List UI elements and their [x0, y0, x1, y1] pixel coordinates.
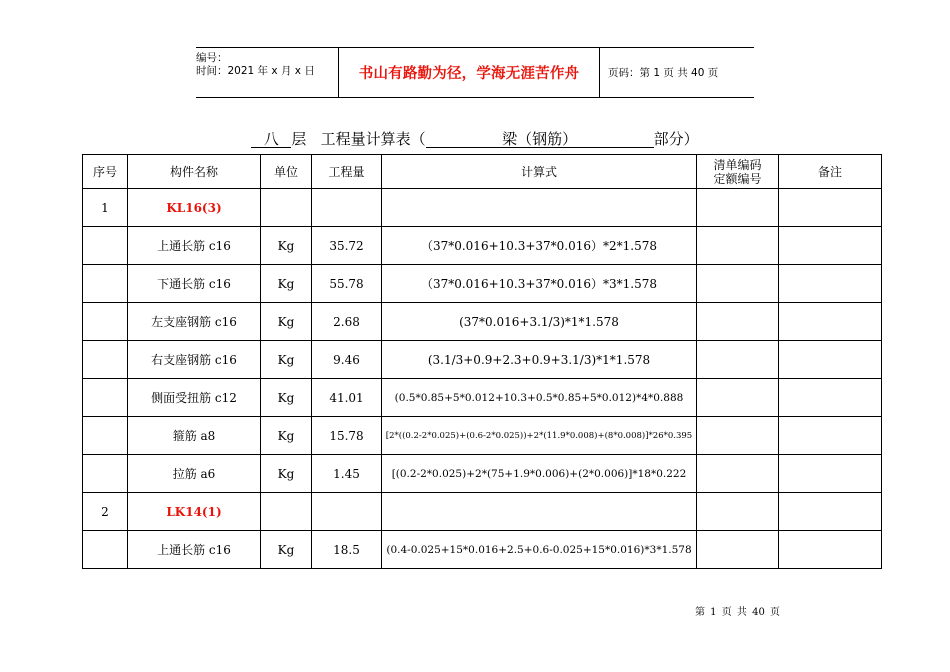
cell-remark — [779, 417, 882, 455]
title-category: 梁（钢筋） — [426, 132, 654, 148]
cell-qty: 9.46 — [312, 341, 382, 379]
header-code-line1: 清单编码 — [713, 157, 762, 172]
cell-remark — [779, 227, 882, 265]
cell-qty: 55.78 — [312, 265, 382, 303]
cell-seq — [83, 227, 128, 265]
floor-suffix: 层 — [291, 130, 307, 148]
cell-name: 下通长筋 c16 — [128, 265, 261, 303]
cell-qty: 2.68 — [312, 303, 382, 341]
cell-name: 左支座钢筋 c16 — [128, 303, 261, 341]
cell-formula: (3.1/3+0.9+2.3+0.9+3.1/3)*1*1.578 — [382, 341, 697, 379]
cell-seq: 2 — [83, 493, 128, 531]
number-label: 编号： — [196, 52, 228, 64]
cell-remark — [779, 341, 882, 379]
cell-qty — [312, 493, 382, 531]
cell-name: 拉筋 a6 — [128, 455, 261, 493]
cell-unit: Kg — [261, 417, 312, 455]
cell-formula: [(0.2-2*0.025)+2*(75+1.9*0.006)+(2*0.006)]*18*0.222 — [382, 455, 697, 493]
cell-remark — [779, 265, 882, 303]
cell-seq — [83, 303, 128, 341]
cell-unit: Kg — [261, 341, 312, 379]
cell-unit: Kg — [261, 379, 312, 417]
cell-formula: [2*((0.2-2*0.025)+(0.6-2*0.025))+2*(11.9*0.008)+(8*0.008)]*26*0.395 — [382, 417, 697, 455]
header-name: 构件名称 — [128, 155, 261, 189]
cell-qty: 15.78 — [312, 417, 382, 455]
table-row — [83, 189, 882, 227]
cell-unit: Kg — [261, 531, 312, 569]
cell-formula: (0.5*0.85+5*0.012+10.3+0.5*0.85+5*0.012)*4*0.888 — [382, 379, 697, 417]
cell-seq — [83, 417, 128, 455]
cell-name: LK14(1) — [128, 493, 261, 531]
table-row — [83, 227, 882, 265]
title-main: 工程量计算表（ — [320, 130, 426, 148]
cell-formula: (37*0.016+3.1/3)*1*1.578 — [382, 303, 697, 341]
cell-code — [697, 531, 779, 569]
table-row — [83, 417, 882, 455]
quantity-table — [82, 154, 882, 569]
cell-name: 右支座钢筋 c16 — [128, 341, 261, 379]
cell-qty: 18.5 — [312, 531, 382, 569]
table-row — [83, 379, 882, 417]
cell-seq: 1 — [83, 189, 128, 227]
document-header — [196, 47, 754, 98]
cell-unit — [261, 189, 312, 227]
cell-remark — [779, 189, 882, 227]
page-footer: 第 1 页 共 40 页 — [695, 607, 780, 618]
table-row — [83, 455, 882, 493]
cell-qty: 35.72 — [312, 227, 382, 265]
cell-formula: （37*0.016+10.3+37*0.016）*2*1.578 — [382, 227, 697, 265]
cell-formula: （37*0.016+10.3+37*0.016）*3*1.578 — [382, 265, 697, 303]
cell-remark — [779, 531, 882, 569]
cell-name: 箍筋 a8 — [128, 417, 261, 455]
cell-seq — [83, 341, 128, 379]
table-row — [83, 493, 882, 531]
table-row — [83, 531, 882, 569]
cell-formula: (0.4-0.025+15*0.016+2.5+0.6-0.025+15*0.016)*3*1.578 — [382, 531, 697, 569]
table-row — [83, 303, 882, 341]
cell-code — [697, 341, 779, 379]
cell-code — [697, 303, 779, 341]
cell-code — [697, 379, 779, 417]
cell-name: 上通长筋 c16 — [128, 227, 261, 265]
cell-remark — [779, 493, 882, 531]
cell-seq — [83, 531, 128, 569]
cell-formula — [382, 493, 697, 531]
table-row — [83, 265, 882, 303]
cell-name: 侧面受扭筋 c12 — [128, 379, 261, 417]
cell-code — [697, 227, 779, 265]
cell-unit: Kg — [261, 455, 312, 493]
header-meta — [196, 48, 338, 97]
cell-remark — [779, 303, 882, 341]
header-remark: 备注 — [779, 155, 882, 189]
cell-name: 上通长筋 c16 — [128, 531, 261, 569]
motto: 书山有路勤为径，学海无涯苦作舟 — [338, 48, 600, 97]
cell-unit — [261, 493, 312, 531]
cell-qty: 41.01 — [312, 379, 382, 417]
header-qty: 工程量 — [312, 155, 382, 189]
header-code-line2: 定额编号 — [713, 171, 762, 186]
header-formula: 计算式 — [382, 155, 697, 189]
table-row — [83, 341, 882, 379]
cell-seq — [83, 379, 128, 417]
cell-code — [697, 493, 779, 531]
cell-seq — [83, 455, 128, 493]
header-code — [697, 155, 779, 189]
cell-unit: Kg — [261, 303, 312, 341]
cell-code — [697, 265, 779, 303]
table-header-row — [83, 155, 882, 189]
cell-formula — [382, 189, 697, 227]
cell-remark — [779, 455, 882, 493]
page-code: 页码：第 1 页 共 40 页 — [608, 67, 719, 79]
cell-seq — [83, 265, 128, 303]
cell-name: KL16(3) — [128, 189, 261, 227]
cell-code — [697, 189, 779, 227]
floor-number: 八 — [251, 132, 291, 148]
cell-code — [697, 417, 779, 455]
cell-remark — [779, 379, 882, 417]
cell-code — [697, 455, 779, 493]
cell-qty — [312, 189, 382, 227]
cell-unit: Kg — [261, 227, 312, 265]
time-label: 时间：2021 年 x 月 x 日 — [196, 65, 315, 77]
header-seq: 序号 — [83, 155, 128, 189]
cell-unit: Kg — [261, 265, 312, 303]
page-title — [0, 128, 950, 149]
cell-qty: 1.45 — [312, 455, 382, 493]
header-unit: 单位 — [261, 155, 312, 189]
title-suffix: 部分） — [653, 130, 699, 148]
